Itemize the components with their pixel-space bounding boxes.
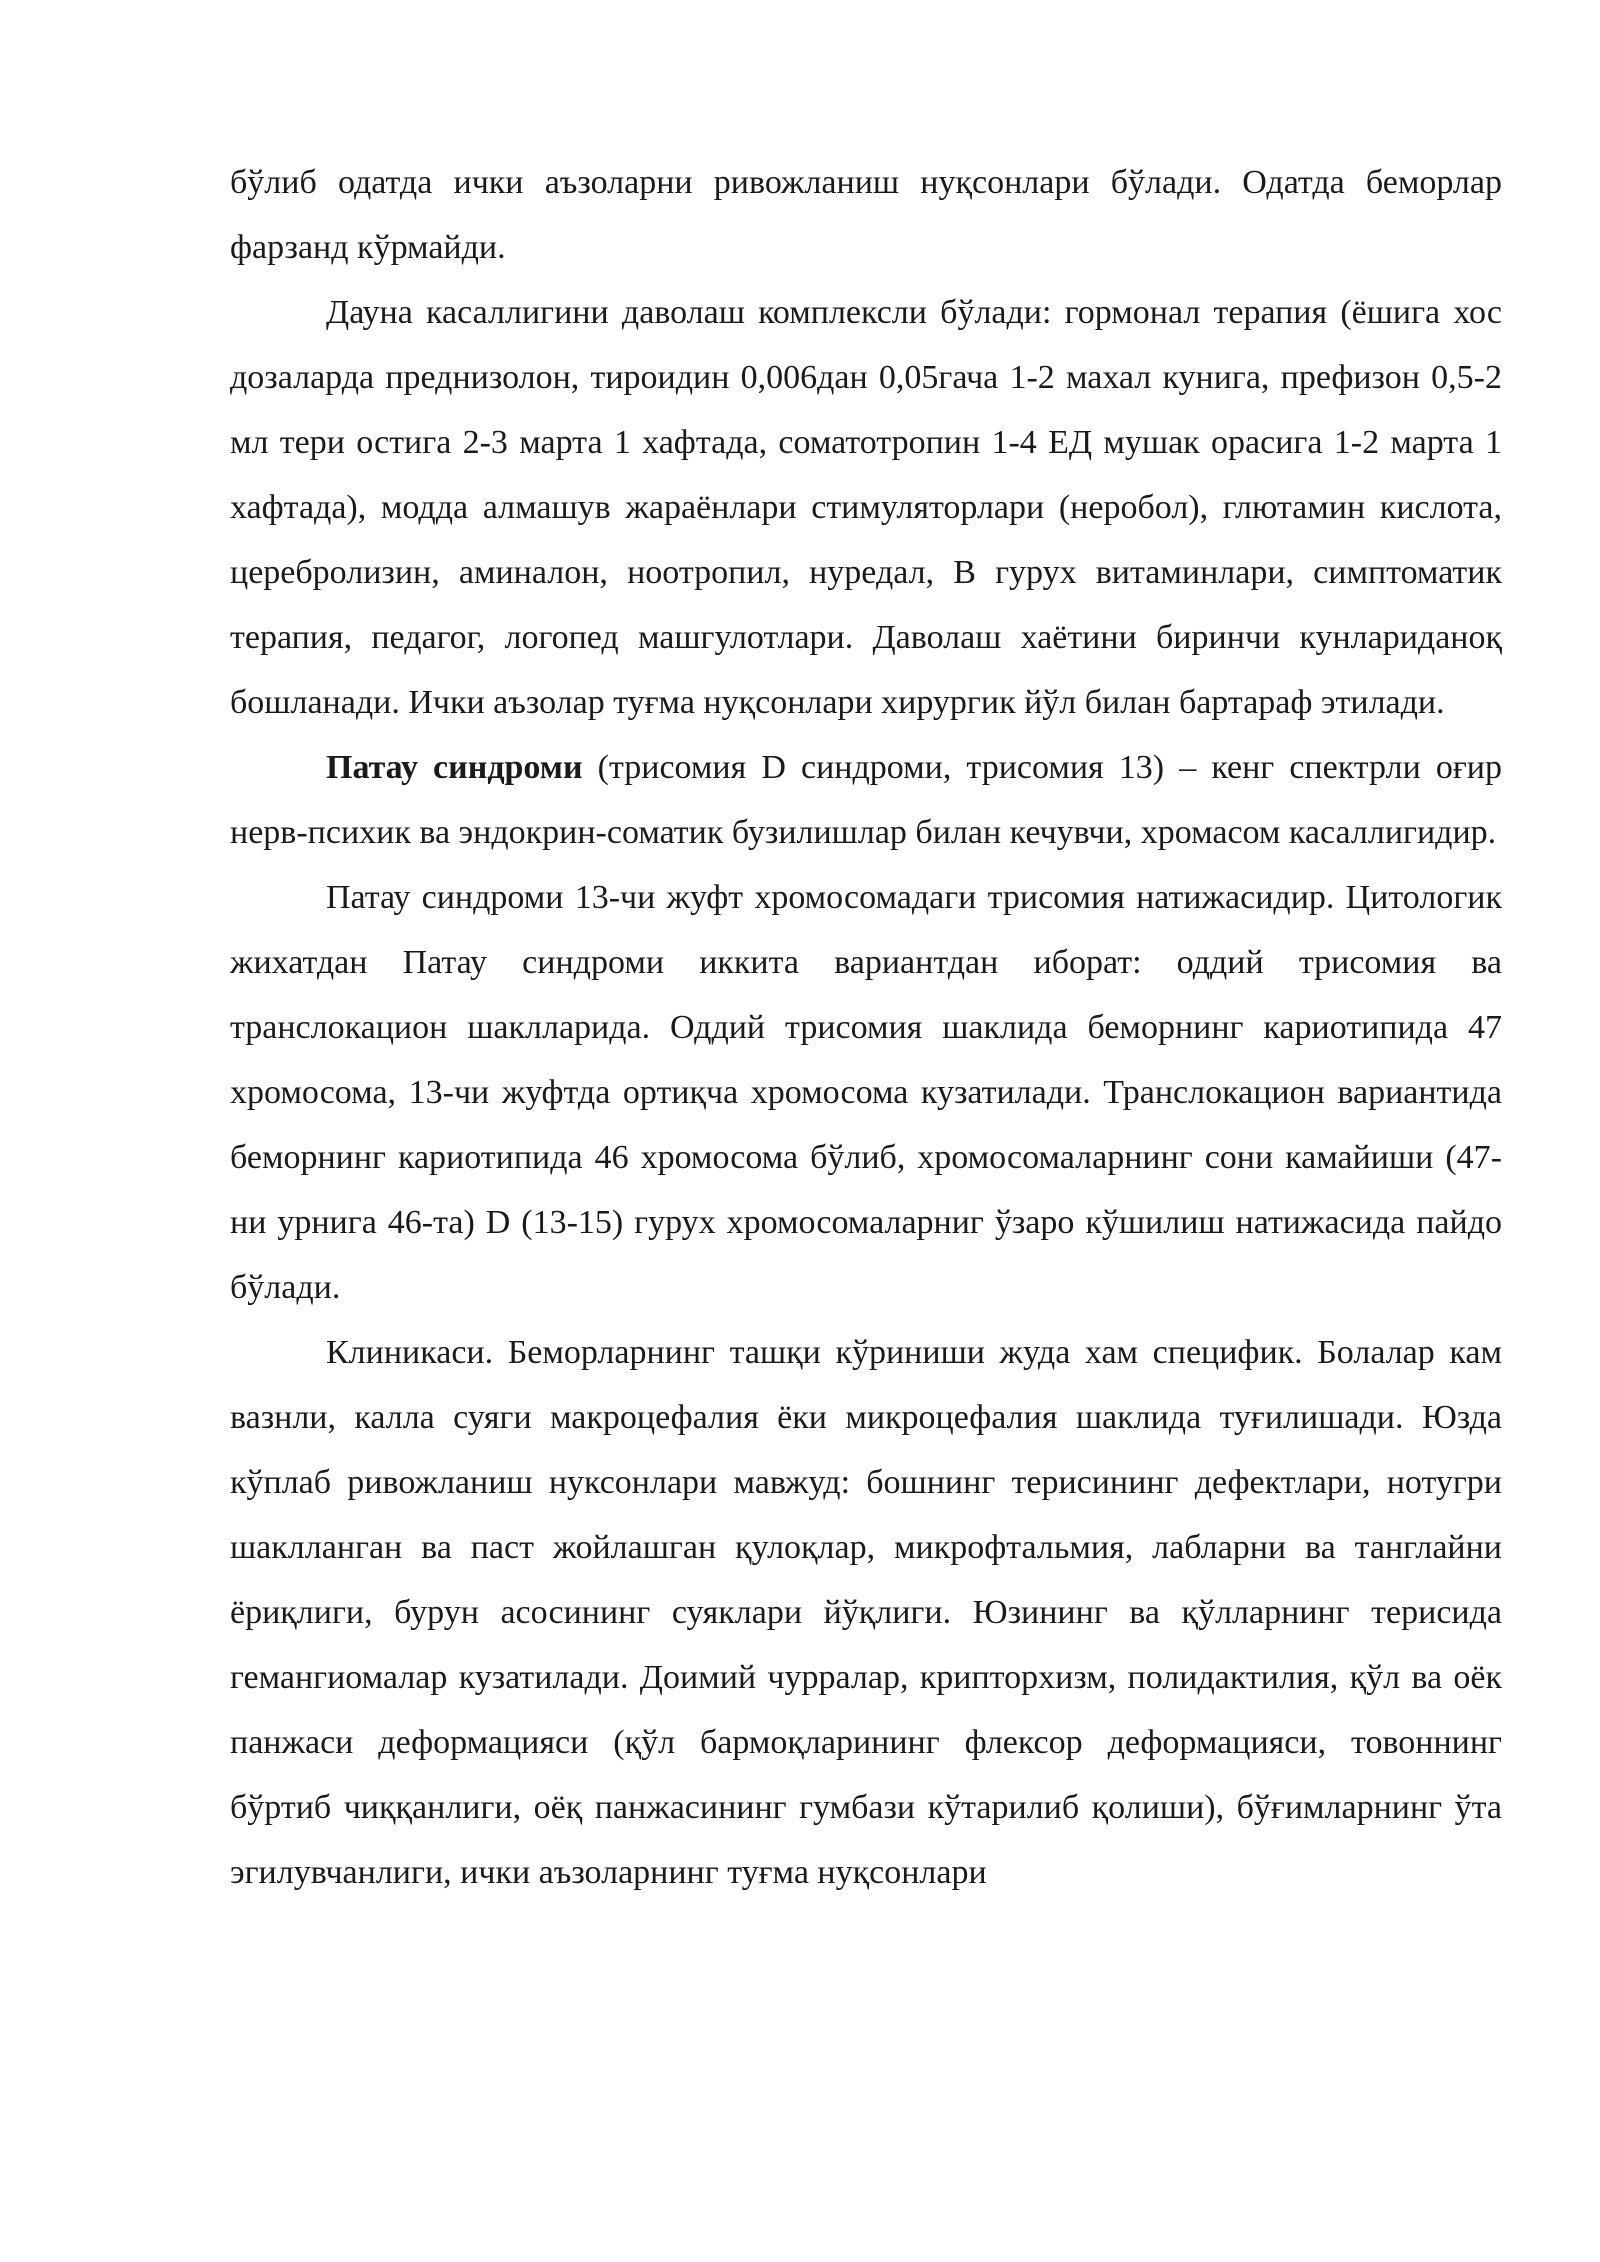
bold-term: Патау синдроми (326, 749, 583, 786)
paragraph-text: Клиникаси. Беморларнинг ташқи кўриниши жуда хам специфик. Болалар кам вазнли, калла суяги макроцефалия ёки микроцефалия шаклида туғилишади. Юзда кўплаб ривожланиш нуксонлари мавжуд: бошнинг терисининг дефектлари, нотугри шаклланган ва паст жойлашган қулоқлар, микрофтальмия, лабларни ва танглайни ёриқлиги, бурун асосининг суяклари йўқлиги. Юзининг ва қўлларнинг терисида гемангиомалар кузатилади. Доимий чурралар, крипторхизм, полидактилия, қўл ва оёк панжаси деформацияси (қўл бармоқларининг флексор деформацияси, товоннинг бўртиб чиққанлиги, оёқ панжасининг гумбази кўтарилиб қолиши), бўғимларнинг ўта эгилувчанлиги, ички аъзоларнинг туғма нуқсонлари (230, 1334, 1502, 1891)
paragraph-continuation (230, 150, 1502, 280)
paragraph-text: Дауна касаллигини даволаш комплексли бўлади: гормонал терапия (ёшига хос дозаларда преднизолон, тироидин 0,006дан 0,05гача 1-2 махал кунига, префизон 0,5-2 мл тери остига 2-3 марта 1 хафтада, соматотропин 1-4 ЕД мушак орасига 1-2 марта 1 хафтада), модда алмашув жараёнлари стимуляторлари (неробол), глютамин кислота, церебролизин, аминалон, ноотропил, нуредал, В гурух витаминлари, симптоматик терапия, педагог, логопед машгулотлари. Даволаш хаётини биринчи кунлариданоқ бошланади. Ички аъзолар туғма нуқсонлари хирургик йўл билан бартараф этилади. (230, 294, 1502, 721)
paragraph-patau-clinical (230, 1320, 1502, 1905)
paragraph-patau-cytology (230, 865, 1502, 1320)
paragraph-text: (трисомия D синдроми, трисомия 13) – кенг спектрли оғир нерв-психик ва эндокрин-соматик бузилишлар билан кечувчи, хромасом касаллигидир. (230, 749, 1503, 851)
paragraph-text: Патау синдроми 13-чи жуфт хромосомадаги трисомия натижасидир. Цитологик жихатдан Патау синдроми иккита вариантдан иборат: оддий трисомия ва транслокацион шаклларида. Оддий трисомия шаклида беморнинг кариотипида 47 хромосома, 13-чи жуфтда ортиқча хромосома кузатилади. Транслокацион вариантида беморнинг кариотипида 46 хромосома бўлиб, хромосомаларнинг сони камайиши (47-ни урнига 46-та) D (13-15) гурух хромосомаларниг ўзаро кўшилиш натижасида пайдо бўлади. (230, 879, 1502, 1306)
paragraph-text: бўлиб одатда ички аъзоларни ривожланиш нуқсонлари бўлади. Одатда беморлар фарзанд кўрмайди. (230, 164, 1502, 266)
paragraph-down-syndrome-treatment (230, 280, 1502, 735)
document-body (230, 150, 1502, 1905)
paragraph-patau-definition (230, 735, 1502, 865)
